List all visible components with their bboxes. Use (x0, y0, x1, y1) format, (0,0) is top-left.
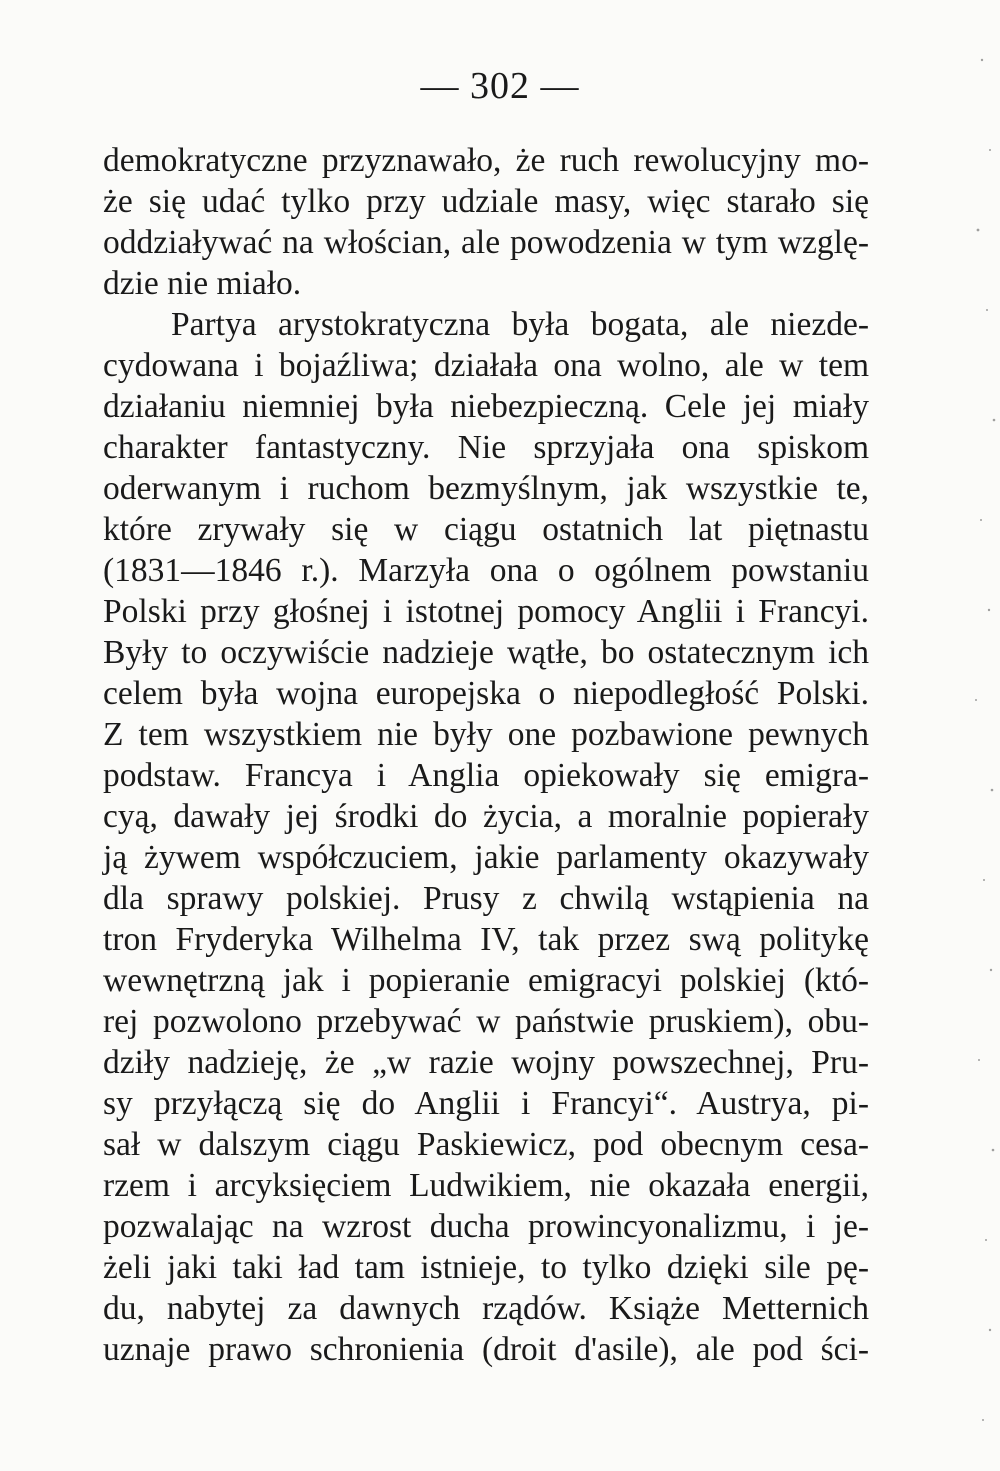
text-line: charakter fantastyczny. Nie sprzyjała ona spiskom (103, 429, 869, 466)
text-line: pozwalając na wzrost ducha prowincyonalizmu, i je- (103, 1208, 869, 1245)
text-line: oderwanym i ruchom bezmyślnym, jak wszystkie te, (103, 470, 869, 507)
text-line: (1831—1846 r.). Marzyła ona o ogólnem powstaniu (103, 552, 869, 589)
body-text (103, 140, 869, 1370)
scan-edge-noise (940, 0, 1000, 1471)
text-line: dla sprawy polskiej. Prusy z chwilą wstąpienia na (103, 880, 869, 917)
text-line: sał w dalszym ciągu Paskiewicz, pod obecnym cesa- (103, 1126, 869, 1163)
text-line: cyą, dawały jej środki do życia, a moralnie popierały (103, 798, 869, 835)
text-line: ją żywem współczuciem, jakie parlamenty okazywały (103, 839, 869, 876)
text-line: demokratyczne przyznawało, że ruch rewolucyjny mo- (103, 142, 869, 179)
text-line: działaniu niemniej była niebezpieczną. Cele jej miały (103, 388, 869, 425)
text-line: rzem i arcyksięciem Ludwikiem, nie okazała energii, (103, 1167, 869, 1204)
text-line: celem była wojna europejska o niepodległość Polski. (103, 675, 869, 712)
text-line: Polski przy głośnej i istotnej pomocy Anglii i Francyi. (103, 593, 869, 630)
text-line: dzie nie miało. (103, 265, 302, 302)
text-line: że się udać tylko przy udziale masy, więc starało się (103, 183, 869, 220)
text-line: podstaw. Francya i Anglia opiekowały się emigra- (103, 757, 869, 794)
text-line: żeli jaki taki ład tam istnieje, to tylko dzięki sile pę- (103, 1249, 869, 1286)
text-line: cydowana i bojaźliwa; działała ona wolno, ale w tem (103, 347, 869, 384)
text-line: du, nabytej za dawnych rządów. Książe Metternich (103, 1290, 869, 1327)
text-line: uznaje prawo schronienia (droit d'asile), ale pod ści- (103, 1331, 869, 1368)
text-line: dziły nadzieję, że „w razie wojny powszechnej, Pru- (103, 1044, 869, 1081)
text-line: sy przyłączą się do Anglii i Francyi“. Austrya, pi- (103, 1085, 869, 1122)
page-number: — 302 — (420, 65, 580, 107)
paragraph-first-line: Partya arystokratyczna była bogata, ale niezde- (171, 306, 869, 343)
text-line: które zrywały się w ciągu ostatnich lat piętnastu (103, 511, 869, 548)
text-line: Z tem wszystkiem nie były one pozbawione pewnych (103, 716, 869, 753)
text-line: rej pozwolono przebywać w państwie pruskiem), obu- (103, 1003, 869, 1040)
text-line: tron Fryderyka Wilhelma IV, tak przez swą politykę (103, 921, 869, 958)
text-line: oddziaływać na włościan, ale powodzenia w tym wzglę- (103, 224, 869, 261)
text-line: wewnętrzną jak i popieranie emigracyi polskiej (któ- (103, 962, 869, 999)
text-line: Były to oczywiście nadzieje wątłe, bo ostatecznym ich (103, 634, 869, 671)
